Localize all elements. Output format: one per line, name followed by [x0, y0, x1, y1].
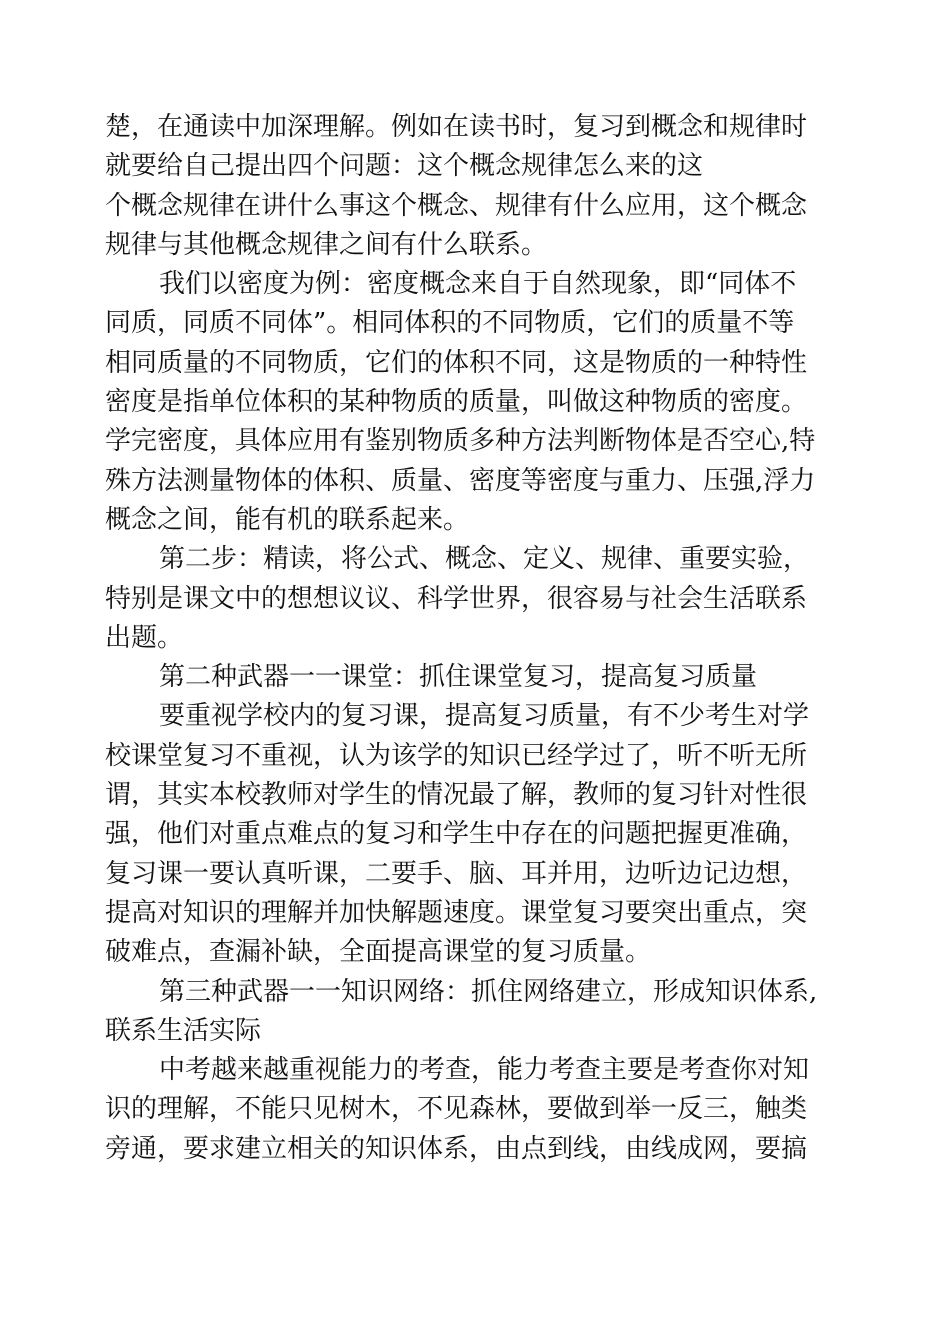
text-line: 我们以密度为例：密度概念来自于自然现象，即“同体不: [159, 269, 797, 300]
text-line: 识的理解，不能只见树木，不见森林，要做到举一反三，触类: [105, 1094, 808, 1125]
text-line: 第二步：精读，将公式、概念、定义、规律、重要实验，: [159, 544, 810, 575]
text-line: 规律与其他概念规律之间有什么联系。: [105, 229, 548, 260]
text-line: 复习课一要认真听课，二要手、脑、耳并用，边听边记边想，: [105, 858, 808, 889]
text-line: 中考越来越重视能力的考查，能力考查主要是考查你对知: [159, 1055, 810, 1086]
text-line: 楚，在通读中加深理解。例如在读书时，复习到概念和规律时: [105, 112, 808, 142]
text-line: 同质，同质不同体”。相同体积的不同物质，它们的质量不等: [105, 308, 795, 339]
text-line: 相同质量的不同物质，它们的体积不同，这是物质的一种特性: [105, 347, 808, 378]
text-line: 密度是指单位体积的某种物质的质量，叫做这种物质的密度。: [105, 387, 808, 418]
text-line: 提高对知识的理解并加快解题速度。课堂复习要突出重点，突: [105, 897, 808, 928]
text-line: 特别是课文中的想想议议、科学世界，很容易与社会生活联系: [105, 583, 808, 614]
text-line: 要重视学校内的复习课，提高复习质量，有不少考生对学: [159, 701, 810, 732]
text-line: 就要给自己提出四个问题：这个概念规律怎么来的这: [105, 151, 704, 182]
document-page: [105, 108, 850, 1169]
text-line: 谓，其实本校教师对学生的情况最了解，教师的复习针对性很: [105, 780, 808, 811]
text-line: 校课堂复习不重视，认为该学的知识已经学过了，听不听无所: [105, 740, 808, 771]
section-heading: 第二种武器一一课堂：抓住课堂复习，提高复习质量: [159, 662, 758, 693]
section-heading: 联系生活实际: [105, 1015, 262, 1046]
text-line: 出题。: [105, 622, 184, 653]
text-line: 概念之间，能有机的联系起来。: [105, 504, 470, 535]
text-line: 个概念规律在讲什么事这个概念、规律有什么应用，这个概念: [105, 190, 808, 221]
text-line: 学完密度，具体应用有鉴别物质多种方法判断物体是否空心,特: [105, 426, 816, 457]
text-line: 破难点，查漏补缺，全面提高课堂的复习质量。: [105, 937, 652, 968]
section-heading: 第三种武器一一知识网络：抓住网络建立，形成知识体系,: [159, 976, 818, 1007]
text-line: 旁通，要求建立相关的知识体系，由点到线，由线成网，要搞: [105, 1133, 808, 1164]
text-line: 强，他们对重点难点的复习和学生中存在的问题把握更准确，: [105, 819, 808, 850]
text-line: 殊方法测量物体的体积、质量、密度等密度与重力、压强,浮力: [105, 465, 816, 496]
